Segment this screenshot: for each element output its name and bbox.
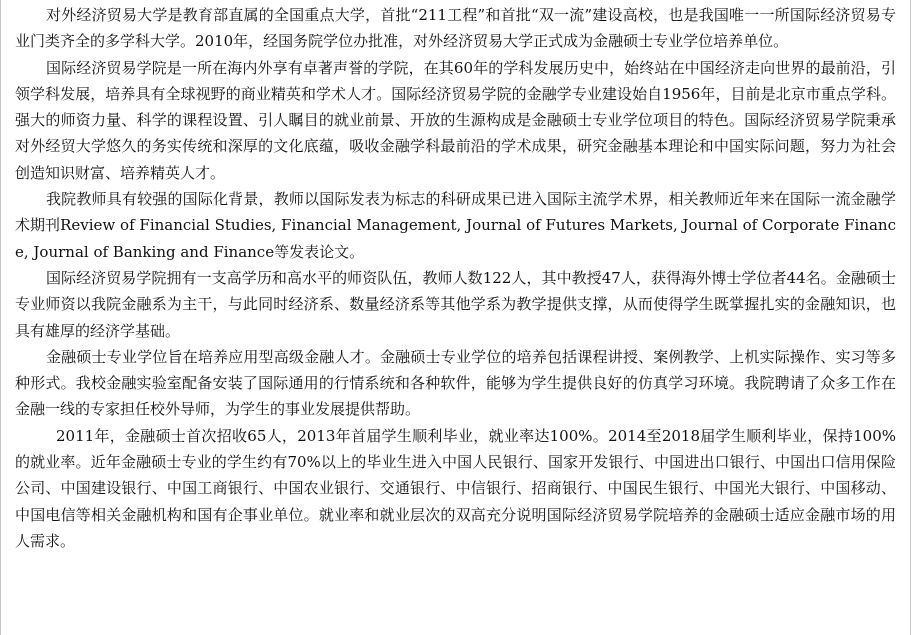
- paragraph-faculty-team: 国际经济贸易学院拥有一支高学历和高水平的师资队伍，教师人数122人，其中教授47人，获得海外博士学位者44名。金融硕士专业师资以我院金融系为主干，与此同时经济系、数量经济系等其他学系为教学提供支撑，从而使得学生既掌握扎实的金融知识，也具有雄厚的经济学基础。: [15, 268, 896, 340]
- paragraph-employment: 2011年，金融硕士首次招收65人，2013年首届学生顺利毕业，就业率达100%。2014至2018届学生顺利毕业，保持100%的就业率。近年金融硕士专业的学生约有70%以上的毕业生进入中国人民银行、国家开发银行、中国进出口银行、中国出口信用保险公司、中国建设银行、中国工商银行、中国农业银行、交通银行、中信银行、招商银行、中国民生银行、中国光大银行、中国移动、中国电信等相关金融机构和国有企事业单位。就业率和就业层次的双高充分说明国际经济贸易学院培养的金融硕士适应金融市场的用人需求。: [15, 426, 896, 550]
- paragraph-school-intro: 国际经济贸易学院是一所在海内外享有卓著声誉的学院，在其60年的学科发展历史中，始终站在中国经济走向世界的最前沿，引领学科发展，培养具有全球视野的商业精英和学术人才。国际经济贸易学院的金融学专业建设始自1956年，目前是北京市重点学科。强大的师资力量、科学的课程设置、引人瞩目的就业前景、开放的生源构成是金融硕士专业学位项目的特色。国际经济贸易学院秉承对外经贸大学悠久的务实传统和深厚的文化底蕴，吸收金融学科最前沿的学术成果，研究金融基本理论和中国实际问题，努力为社会创造知识财富、培养精英人才。: [15, 58, 896, 182]
- paragraph-faculty-research: 我院教师具有较强的国际化背景，教师以国际发表为标志的科研成果已进入国际主流学术界，相关教师近年来在国际一流金融学术期刊Review of Financial Studies, Financial Management, Journal of Futures Markets, Journal of Corporate Finance, Journal of Banking and Finance等发表论文。: [15, 190, 896, 261]
- paragraph-training-goal: 金融硕士专业学位旨在培养应用型高级金融人才。金融硕士专业学位的培养包括课程讲授、案例教学、上机实际操作、实习等多种形式。我校金融实验室配备安装了国际通用的行情系统和各种软件，能够为学生提供良好的仿真学习环境。我院聘请了众多工作在金融一线的专家担任校外导师，为学生的事业发展提供帮助。: [15, 347, 896, 419]
- paragraph-university-intro: 对外经济贸易大学是教育部直属的全国重点大学，首批“211工程”和首批“双一流”建设高校，也是我国唯一一所国际经济贸易专业门类齐全的多学科大学。2010年，经国务院学位办批准，对外经济贸易大学正式成为金融硕士专业学位培养单位。: [15, 6, 896, 51]
